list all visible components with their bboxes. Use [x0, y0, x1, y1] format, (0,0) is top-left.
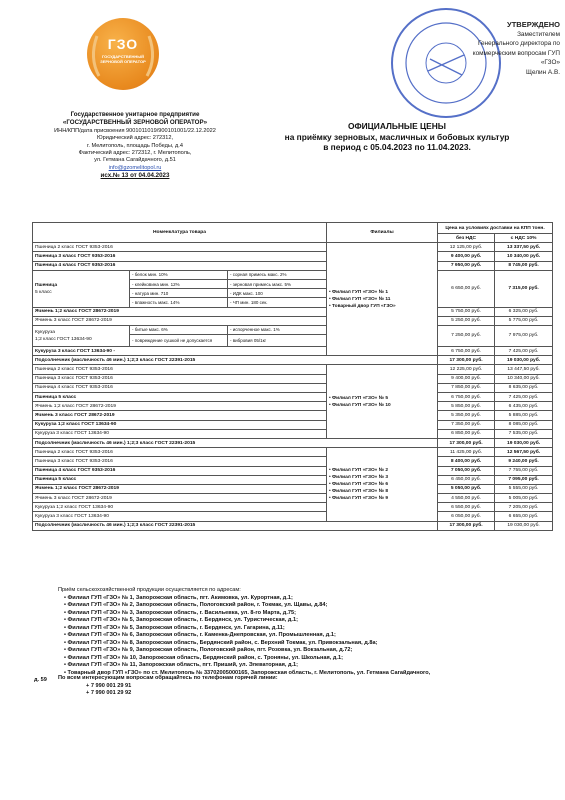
table-row: Пшеница 3 класс ГОСТ 9353-2016 9 400,00 руб. 10 340,00 руб. — [33, 252, 553, 261]
address-continuation: д. 59 — [34, 677, 47, 683]
table-row: - влажность макс. 14% - ЧП мин. 180 сек. — [33, 298, 553, 307]
table-row: Кукуруза 3 класс ГОСТ 13634-90 6 050,00 руб. 6 655,00 руб. — [33, 512, 553, 521]
hotline-text: По всем интересующим вопросам обращайтесь по телефонам горячей линии: — [58, 675, 278, 681]
header-branches: Филиалы — [327, 223, 438, 243]
price-table — [32, 222, 553, 531]
table-row: Подсолнечник (масличность 46 мин.) 1;2;3 класс ГОСТ 22391-2015 17 300,00 руб. 19 030,00 руб. — [33, 438, 553, 447]
list-item: • Филиал ГУП «ГЗО» № 6, Запорожская область, г. Каменка-Днепровская, ул. Промышленная, д.1; — [58, 632, 558, 640]
org-actual-address: Фактический адрес: 272312, г. Мелитополь, — [78, 150, 192, 157]
logo-subtitle: ГОСУДАРСТВЕННЫЙ ЗЕРНОВОЙ ОПЕРАТОР — [100, 54, 146, 64]
header-price: Цена на условиях доставки на КПП тонн. — [438, 223, 553, 234]
table-row: Пшеница 5 класс 6 750,00 руб. 7 425,00 руб. — [33, 393, 553, 402]
organization-details — [40, 111, 230, 180]
title-line-3: в период с 05.04.2023 по 11.04.2023. — [323, 142, 471, 153]
approval-line: коммерческим вопросам ГУП «ГЗО» — [472, 49, 560, 66]
table-row: Подсолнечник (масличность 46 мин.) 1;2;3 класс ГОСТ 22391-2015 17 300,00 руб. 19 030,00 руб. — [33, 356, 553, 365]
table-row: Пшеница 5 класс 6 450,00 руб. 7 095,00 руб. — [33, 475, 553, 484]
table-row: Ячмень 1;2 класс ГОСТ 28672-2019 5 750,00 руб. 6 325,00 руб. — [33, 307, 553, 316]
wheat-5-label: Пшеница 5 класс — [33, 270, 130, 307]
list-item: • Филиал ГУП «ГЗО» № 9, Запорожская область, Пологовский район, пгт. Розовка, ул. Вокзальная, д.72; — [58, 647, 558, 655]
table-row: Ячмень 1;2 класс ГОСТ 28672-2019 5 050,00 руб. 5 555,00 руб. — [33, 484, 553, 493]
list-item: • Филиал ГУП «ГЗО» № 2, Запорожская область, Пологовский район, г. Токмак, ул. Щавы, д.84; — [58, 602, 558, 610]
table-row: Подсолнечник (масличность 46 мин.) 1;2;3 класс ГОСТ 22391-2015 17 300,00 руб. 19 030,00 руб. — [33, 521, 553, 530]
branches-group-2: • Филиал ГУП «ГЗО» № 5 • Филиал ГУП «ГЗО» № 10 — [327, 365, 438, 439]
approval-block — [470, 20, 560, 77]
table-row: Пшеница 2 класс ГОСТ 9353-2016 • Филиал ГУП «ГЗО» № 1 • Филиал ГУП «ГЗО» № 11 • Товарный двор ГУП «ГЗО» 12 125,00 руб. 13 337,50 руб. — [33, 243, 553, 252]
header-product: Номенклатура товара — [33, 223, 327, 243]
table-row: Пшеница 3 класс ГОСТ 9353-2016 9 400,00 руб. 10 340,00 руб. — [33, 374, 553, 383]
table-row: - натура мин. 710 - ИДК макс. 100 — [33, 289, 553, 298]
org-type: Государственное унитарное предприятие — [70, 111, 200, 118]
org-name: «ГОСУДАРСТВЕННЫЙ ЗЕРНОВОЙ ОПЕРАТОР» — [62, 119, 208, 127]
table-row: Пшеница 2 класс ГОСТ 9353-2016 • Филиал ГУП «ГЗО» № 2 • Филиал ГУП «ГЗО» № 3 • Филиал ГУП «ГЗО» № 6 • Филиал ГУП «ГЗО» № 8 • Филиал ГУП «ГЗО» № 9 11 425,00 руб. 12 567,50 руб. — [33, 448, 553, 457]
table-row: Ячмень 3 класс ГОСТ 28672-2019 5 250,00 руб. 5 775,00 руб. — [33, 316, 553, 325]
table-row: Кукуруза 3 класс ГОСТ 13634-90 - 6 750,00 руб. 7 425,00 руб. — [33, 347, 553, 356]
list-item: • Филиал ГУП «ГЗО» № 3, Запорожская область, г. Васильевка, ул. 8-го Марта, д.75; — [58, 610, 558, 618]
org-inn: ИНН/КПП/дата присвоения 9001011019/900101001/22.12.2022 — [54, 127, 216, 134]
branches-group-1: • Филиал ГУП «ГЗО» № 1 • Филиал ГУП «ГЗО» № 11 • Товарный двор ГУП «ГЗО» — [327, 243, 438, 356]
branches-group-3: • Филиал ГУП «ГЗО» № 2 • Филиал ГУП «ГЗО» № 3 • Филиал ГУП «ГЗО» № 6 • Филиал ГУП «ГЗО» № 8 • Филиал ГУП «ГЗО» № 9 — [327, 448, 438, 522]
table-row: Ячмень 1;2 класс ГОСТ 28672-2019 5 850,00 руб. 6 435,00 руб. — [33, 402, 553, 411]
company-logo — [87, 18, 159, 90]
table-row: Кукуруза 1;2 класс ГОСТ 13634-90 7 350,00 руб. 8 085,00 руб. — [33, 420, 553, 429]
table-row: - клейковина мин. 12% - зерновая примесь макс. 5% — [33, 279, 553, 288]
table-row: - повреждение сушкой не допускается - вибровия 05/1кг — [33, 335, 553, 347]
table-row: Пшеница 4 класс ГОСТ 9353-2016 7 950,00 руб. 8 745,00 руб. — [33, 261, 553, 270]
table-row: Кукуруза 3 класс ГОСТ 13634-90 6 850,00 руб. 7 535,00 руб. — [33, 429, 553, 438]
title-line-2: на приёмку зерновых, масличных и бобовых культур — [284, 131, 510, 142]
table-row: Ячмень 3 класс ГОСТ 28672-2019 4 550,00 руб. 5 005,00 руб. — [33, 494, 553, 503]
header-price-novat: без НДС — [438, 234, 495, 243]
list-item: • Филиал ГУП «ГЗО» № 5, Запорожская область, г. Бердянск, ул. Туристическая, д.1; — [58, 617, 558, 625]
hotline-phone-2[interactable]: + 7 990 001 29 92 — [86, 690, 132, 697]
org-legal-address-2: г. Мелитополь, площадь Победы, д.4 — [87, 142, 183, 149]
table-row: Пшеница 3 класс ГОСТ 9353-2016 8 400,00 руб. 9 240,00 руб. — [33, 457, 553, 466]
org-actual-address-2: ул. Гетмана Сагайдачного, д.51 — [94, 157, 176, 164]
corn-label: Кукуруза 1;2 класс ГОСТ 13634-90 — [33, 325, 130, 346]
approval-signatory: Щелин А.В. — [525, 68, 560, 76]
title-line-1: ОФИЦИАЛЬНЫЕ ЦЕНЫ — [348, 121, 446, 131]
table-row: Ячмень 3 класс ГОСТ 28672-2019 5 350,00 руб. 5 885,00 руб. — [33, 411, 553, 420]
table-row: Пшеница 4 класс ГОСТ 9353-2016 7 050,00 руб. 7 755,00 руб. — [33, 466, 553, 475]
list-item: • Филиал ГУП «ГЗО» № 8, Запорожская область, Бердянский район, с. Верхний Токмак, ул. Привокзальная, д.8а; — [58, 640, 558, 648]
table-row: Пшеница 5 класс - белок мин. 10% - сорная примесь макс. 2% 6 650,00 руб. 7 315,00 руб. — [33, 270, 553, 279]
approval-line: Заместителем — [517, 30, 560, 38]
addresses-heading: Приём сельскохозяйственной продукции осуществляется по адресам: — [58, 587, 241, 593]
org-legal-address: Юридический адрес: 272312, — [96, 135, 174, 142]
document-title — [262, 121, 532, 153]
org-email-link[interactable]: info@gzomelitopol.ru — [108, 164, 162, 171]
reception-addresses — [34, 587, 558, 685]
table-row: Кукуруза 1;2 класс ГОСТ 13634-90 6 550,00 руб. 7 205,00 руб. — [33, 503, 553, 512]
outgoing-ref: исх.№ 13 от 04.04.2023 — [100, 172, 170, 180]
logo-abbr: ГЗО — [107, 36, 139, 52]
table-row: Пшеница 2 класс ГОСТ 9353-2016 • Филиал ГУП «ГЗО» № 5 • Филиал ГУП «ГЗО» № 10 12 225,00 руб. 13 447,50 руб. — [33, 365, 553, 374]
list-item: • Филиал ГУП «ГЗО» № 11, Запорожская область, пгт. Приший, ул. Элеваторная, д.1; — [58, 662, 558, 670]
hotline-block — [58, 675, 458, 698]
list-item: • Филиал ГУП «ГЗО» № 5, Запорожская область, г. Бердянск, ул. Гагарина, д.11; — [58, 625, 558, 633]
hotline-phone-1[interactable]: + 7 990 001 29 91 — [86, 682, 132, 689]
header-price-vat: с НДС 10% — [495, 234, 553, 243]
table-row: Кукуруза 1;2 класс ГОСТ 13634-90 - битые макс. 6% - испорченное макс. 1% 7 250,00 руб. 7 975,00 руб. — [33, 325, 553, 334]
approval-line: Генерального директора по — [477, 40, 560, 47]
list-item: • Филиал ГУП «ГЗО» № 10, Запорожская область, Бердянский район, с. Троняны, ул. Школьная, д.1; — [58, 655, 558, 663]
approval-title: УТВЕРЖДЕНО — [507, 20, 560, 29]
table-row: Пшеница 4 класс ГОСТ 9353-2016 7 850,00 руб. 8 635,00 руб. — [33, 383, 553, 392]
list-item: • Товарный двор ГУП «ГЗО» по ст. Мелитополь № 33702005000165, Запорожская область, г. Мелитополь, ул. Гетмана Сагайдачного, — [58, 670, 558, 678]
list-item: • Филиал ГУП «ГЗО» № 1, Запорожская область, пгт. Акимовка, ул. Курортная, д.1; — [58, 595, 558, 603]
